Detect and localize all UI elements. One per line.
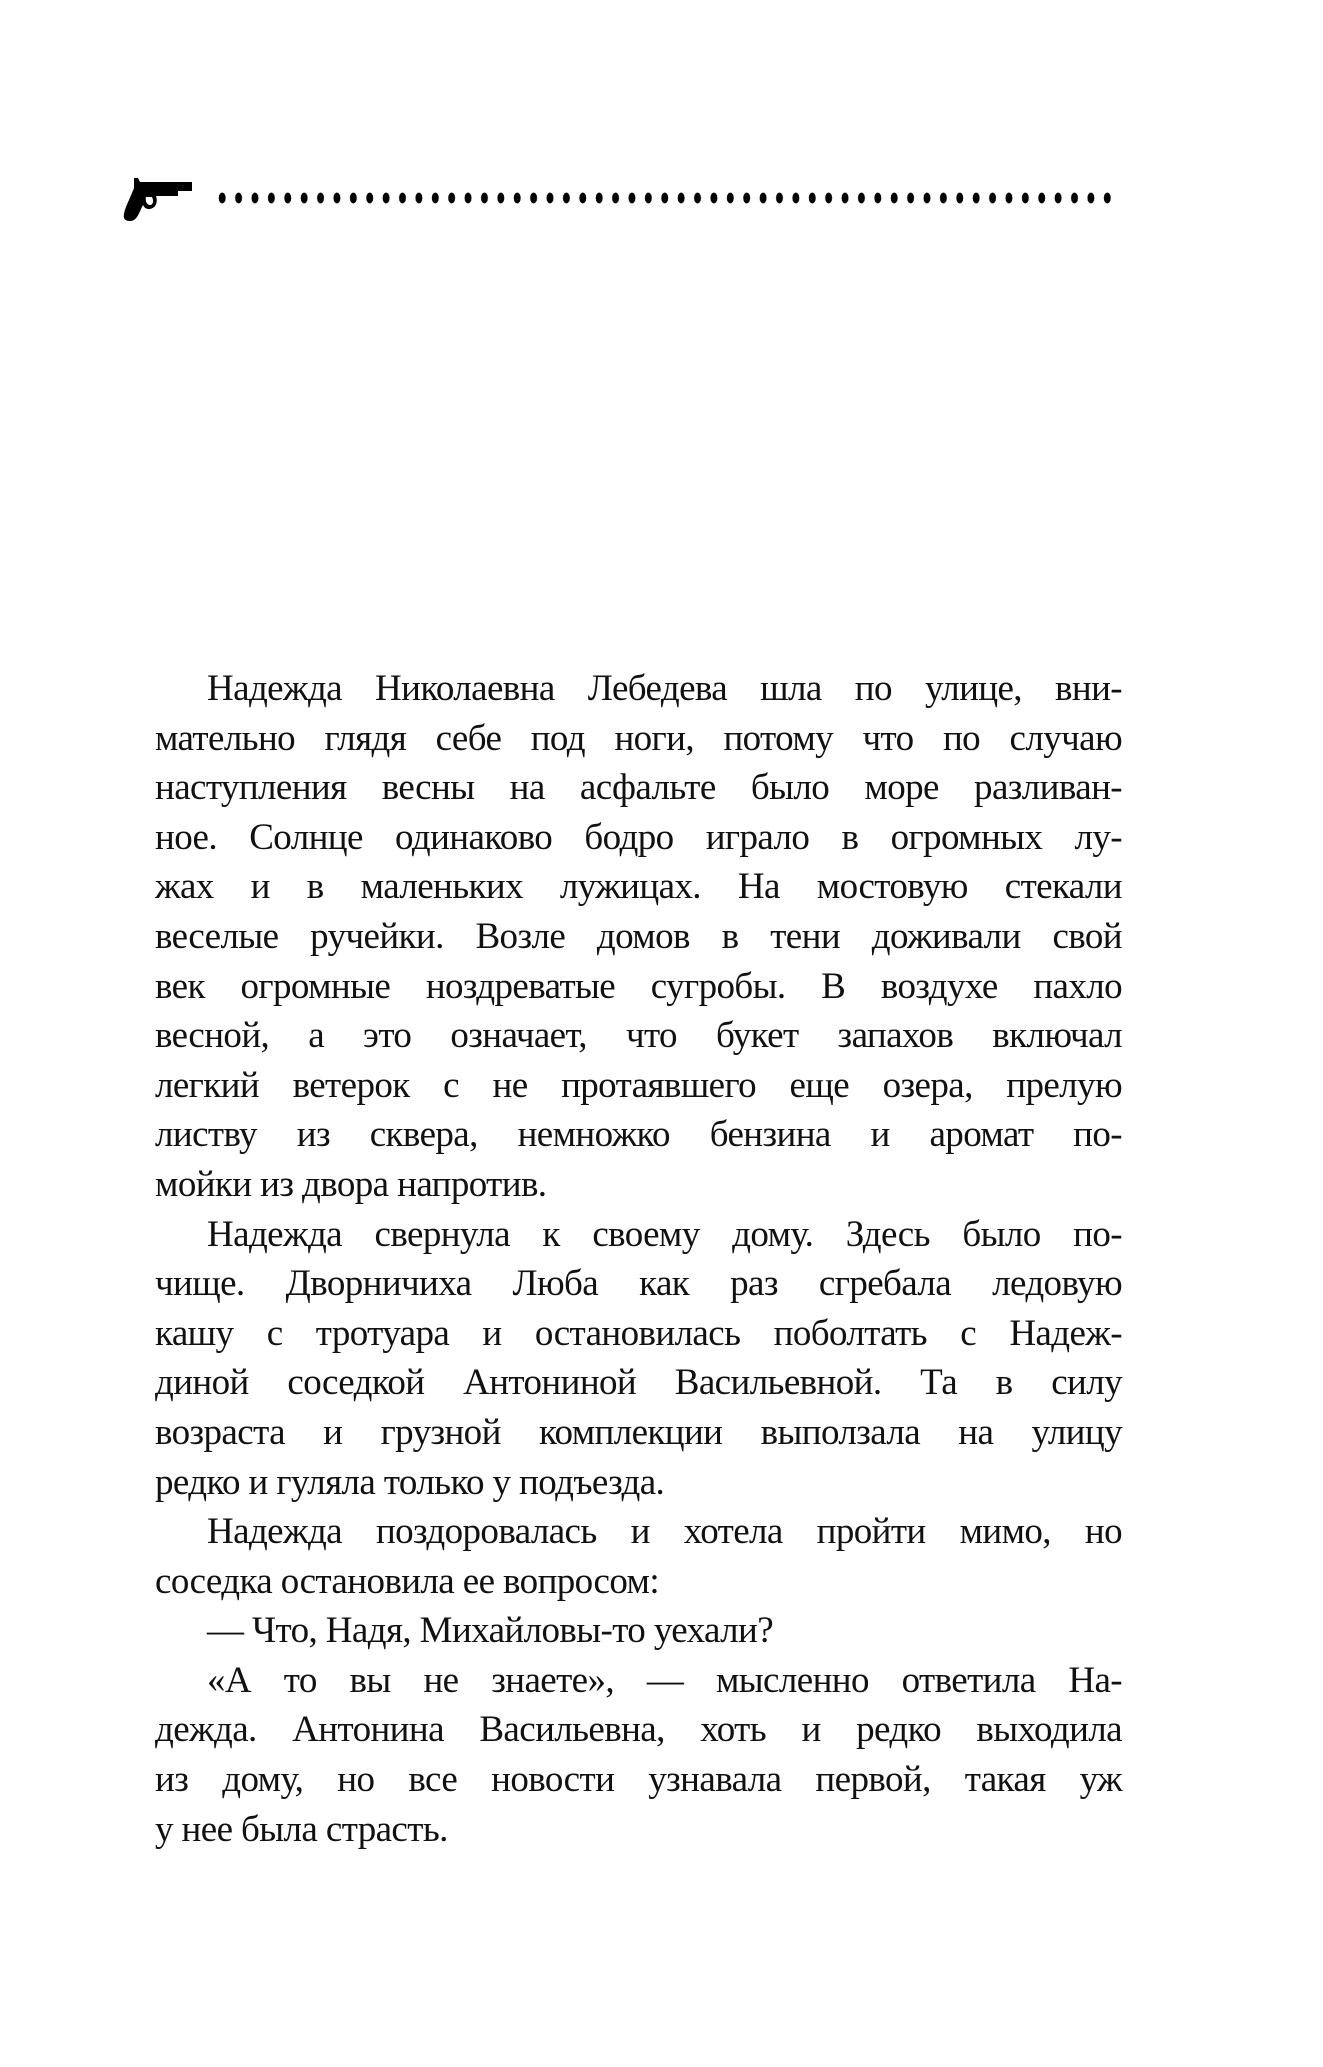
chapter-text (155, 664, 1122, 1854)
text-line: Надежда свернула к своему дому. Здесь было по- (207, 1213, 1122, 1255)
text-line: жах и в маленьких лужицах. На мостовую стекали (155, 866, 1122, 908)
text-line: — Что, Надя, Михайловы-то уехали? (207, 1610, 774, 1652)
text-line: мательно глядя себе под ноги, потому что по случаю (155, 717, 1122, 759)
text-line: весной, а это означает, что букет запахов включал (155, 1015, 1122, 1057)
text-line: мойки из двора напротив. (155, 1163, 547, 1205)
text-line: редко и гуляла только у подъезда. (155, 1461, 665, 1503)
text-line: из дому, но все новости узнавала первой, такая уж (155, 1759, 1122, 1801)
text-line: возраста и грузной комплекции выползала на улицу (155, 1411, 1122, 1453)
text-line: Надежда Николаевна Лебедева шла по улице, вни- (207, 668, 1122, 709)
text-line: ное. Солнце одинаково бодро играло в огромных лу- (155, 816, 1122, 858)
text-line: Надежда поздоровалась и хотела пройти мимо, но (207, 1511, 1122, 1553)
chapter-header (120, 176, 1120, 224)
text-line: чище. Дворничиха Люба как раз сгребала ледовую (155, 1263, 1122, 1305)
text-line: кашу с тротуара и остановилась поболтать с Надеж- (155, 1312, 1122, 1354)
text-line: соседка остановила ее вопросом: (155, 1560, 660, 1602)
text-line: у нее была страсть. (155, 1808, 448, 1850)
text-line: дежда. Антонина Васильевна, хоть и редко выходила (155, 1709, 1122, 1751)
text-line: «А то вы не знаете», — мысленно ответила На- (207, 1659, 1122, 1701)
dotted-rule (214, 191, 1116, 205)
text-line: диной соседкой Антониной Васильевной. Та в силу (155, 1362, 1122, 1404)
text-line: наступления весны на асфальте было море разливан- (155, 767, 1122, 809)
text-line: листву из сквера, немножко бензина и аромат по- (155, 1114, 1122, 1156)
text-line: век огромные ноздреватые сугробы. В воздухе пахло (155, 965, 1122, 1007)
text-line: легкий ветерок с не протаявшего еще озера, прелую (155, 1064, 1122, 1106)
text-line: веселые ручейки. Возле домов в тени доживали свой (155, 915, 1122, 957)
revolver-icon (120, 176, 194, 222)
